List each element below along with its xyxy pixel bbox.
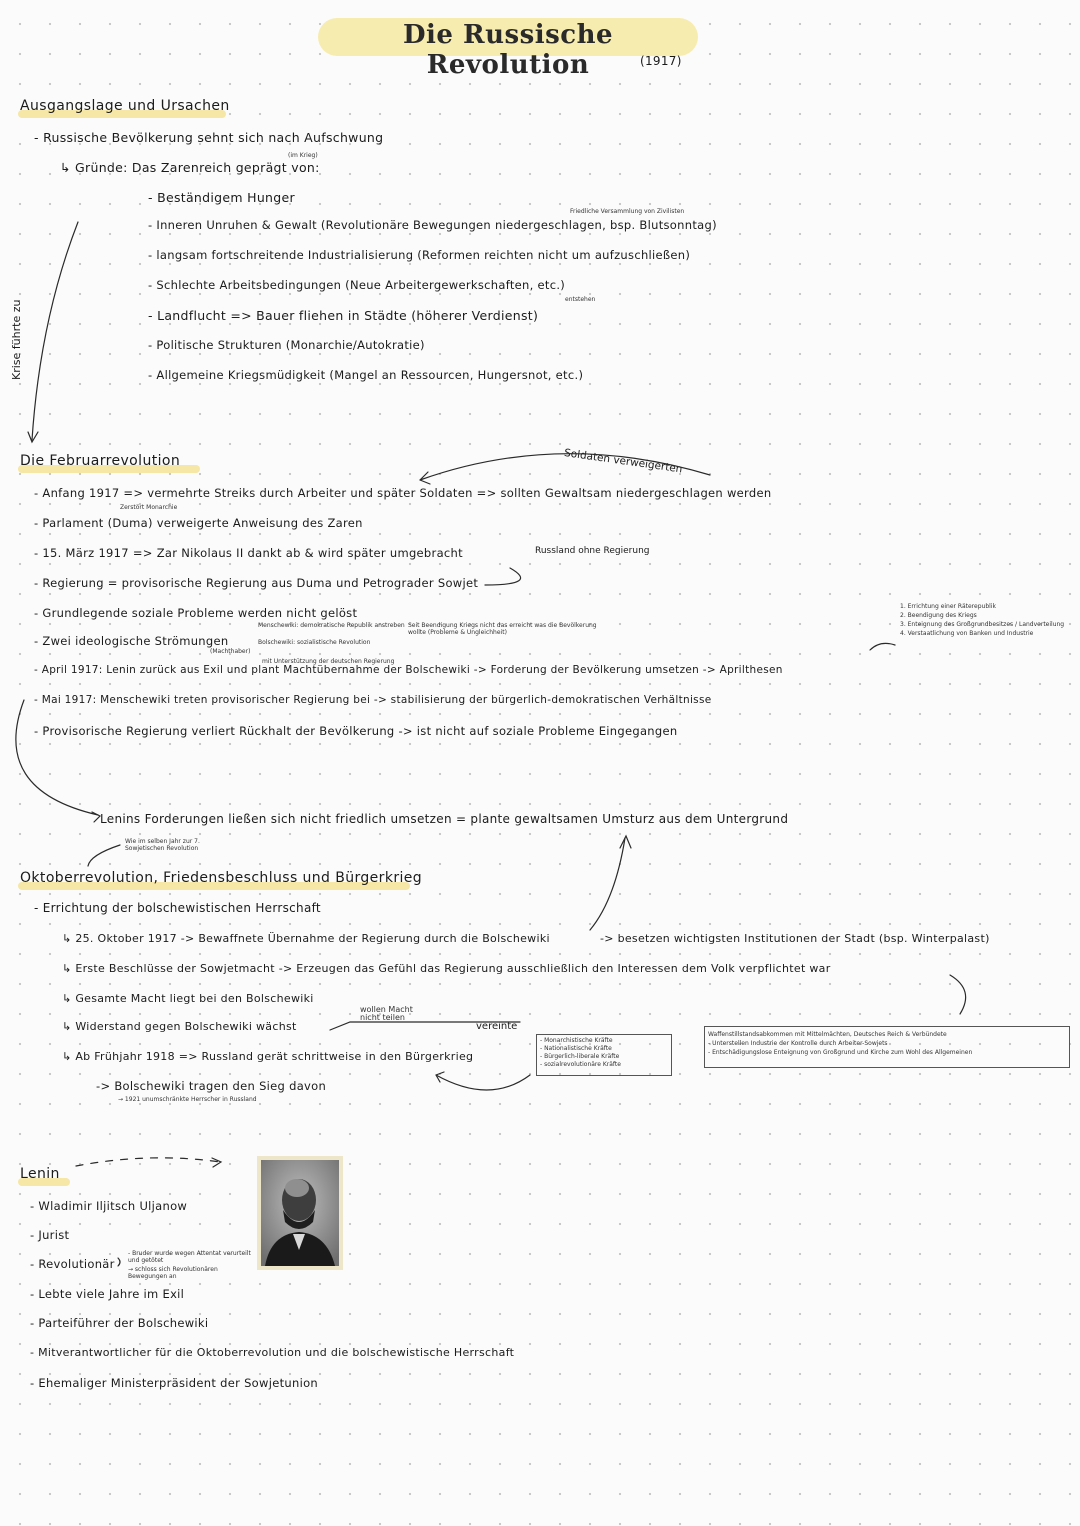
s2-stroemung-note: Bolschewiki: sozialistische Revolution [258, 639, 371, 646]
arrow-widerstand [330, 1022, 520, 1030]
arrow-bruder [118, 1258, 120, 1266]
s2-line: - Grundlegende soziale Probleme werden nicht gelöst [34, 606, 358, 620]
lenin-rev-note: - Bruder wurde wegen Attentat verurteilt und getötet [128, 1250, 251, 1264]
lenin-forderungen-note: Wie im selben Jahr zur 7. Sowjetischen Revolution [125, 838, 200, 852]
s2-line: - Anfang 1917 => vermehrte Streiks durch Arbeiter und später Soldaten => sollten Gewaltsam niedergeschlagen werden [34, 486, 772, 500]
opponent: - Bürgerlich-liberale Kräfte [540, 1053, 620, 1060]
section-heading-oktober: Oktoberrevolution, Friedensbeschluss und Bürgerkrieg [20, 870, 423, 886]
april-list-item: 1. Errichtung einer Räterepublik [900, 603, 996, 610]
s3-macht-note: wollen Macht nicht teilen [360, 1005, 413, 1022]
s1-item: - Politische Strukturen (Monarchie/Autokratie) [148, 338, 425, 352]
s1-item: - langsam fortschreitende Industrialisierung (Reformen reichten nicht um aufzuschließen) [148, 248, 691, 262]
lenin-fact: - Ehemaliger Ministerpräsident der Sowjetunion [30, 1376, 319, 1390]
beschluss: - Entschädigungslose Enteignung von Großgrund und Kirche zum Wohl des Allgemeinen [708, 1049, 973, 1056]
s2-line: - Mai 1917: Menschewiki treten provisorischer Regierung bei -> stabilisierung der bürgerlich-demokratischen Verhältnisse [34, 694, 712, 706]
s3-sieg: -> Bolschewiki tragen den Sieg davon [96, 1079, 327, 1093]
s3-sieg-note: → 1921 unumschränkte Herrscher in Russland [118, 1096, 257, 1103]
arrow-head [212, 1158, 221, 1167]
title-year: (1917) [640, 54, 682, 68]
s3-item: ↳ Ab Frühjahr 1918 => Russland gerät schrittweise in den Bürgerkrieg [62, 1050, 474, 1063]
arrow-lenin-forderungen [16, 700, 98, 815]
s1-line: - Russische Bevölkerung sehnt sich nach Aufschwung [34, 130, 384, 145]
opponent: - sozialrevolutionäre Kräfte [540, 1061, 621, 1068]
arrow-soldaten [420, 454, 710, 480]
beschluss: Waffenstillstandsabkommen mit Mittelmächten, Deutsches Reich & Verbündete [708, 1031, 947, 1038]
section-heading-ursachen: Ausgangslage und Ursachen [20, 98, 230, 114]
arrow-lenin-photo [76, 1158, 220, 1166]
lenin-fact: - Parteiführer der Bolschewiki [30, 1316, 209, 1330]
lenin-forderungen: Lenins Forderungen ließen sich nicht friedlich umsetzen = plante gewaltsamen Umsturz aus dem Untergrund [100, 812, 789, 826]
arrow-regierung [485, 568, 521, 585]
s1-note: entstehen [565, 296, 596, 303]
s2-line: - Parlament (Duma) verweigerte Anweisung des Zaren [34, 516, 363, 530]
s2-line: - April 1917: Lenin zurück aus Exil und plant Machtübernahme der Bolschewiki -> Forderung der Bevölkerung umsetzen -> Aprilthesen [34, 664, 783, 676]
opponent: - Nationalistische Kräfte [540, 1045, 612, 1052]
april-list-item: 2. Beendigung des Kriegs [900, 612, 977, 619]
s2-bracket-note: Seit Beendigung Kriegs nicht das erreicht was die Bevölkerung wollte (Probleme & Ungleichheit) [408, 622, 597, 636]
beschluss: - Unterstellen Industrie der Kontrolle durch Arbeiter-Sowjets [708, 1040, 888, 1047]
s3-item: ↳ Erste Beschlüsse der Sowjetmacht -> Erzeugen das Gefühl das Regierung ausschließlich den Interessen dem Volk verpflichtet war [62, 962, 831, 975]
s1-item: - Landflucht => Bauer fliehen in Städte (höherer Verdienst) [148, 308, 539, 323]
s3-besetzen: -> besetzen wichtigsten Institutionen der Stadt (bsp. Winterpalast) [600, 932, 990, 945]
s2-line: - Zwei ideologische Strömungen [34, 634, 229, 648]
s2-line: - Provisorische Regierung verliert Rückhalt der Bevölkerung -> ist nicht auf soziale Probleme Eingegangen [34, 724, 678, 738]
lenin-fact: - Lebte viele Jahre im Exil [30, 1287, 185, 1301]
arrow-beschluesse [950, 975, 966, 1014]
lenin-rev-note: → schloss sich Revolutionären Bewegungen an [128, 1266, 218, 1280]
april-list-item: 3. Enteignung des Großgrundbesitzes / Landverteilung [900, 621, 1065, 628]
s2-line: - Regierung = provisorische Regierung aus Duma und Petrograder Sowjet [34, 576, 479, 590]
s1-item: - Allgemeine Kriegsmüdigkeit (Mangel an Ressourcen, Hungersnot, etc.) [148, 368, 584, 382]
april-list-item: 4. Verstaatlichung von Banken und Industrie [900, 630, 1034, 637]
s2-arrow-note: Soldaten verweigerten [563, 447, 684, 476]
s2-exil-note: mit Unterstützung der deutschen Regierung [262, 658, 395, 665]
lenin-fact: - Jurist [30, 1228, 70, 1242]
arrow-krise [32, 222, 78, 440]
arrow-buergerkrieg [436, 1075, 530, 1090]
s3-item: ↳ 25. Oktober 1917 -> Bewaffnete Übernahme der Regierung durch die Bolschewiki [62, 932, 550, 945]
lenin-fact: - Mitverantwortlicher für die Oktoberrevolution und die bolschewistische Herrschaft [30, 1346, 515, 1359]
s1-item: - Beständigem Hunger [148, 190, 295, 205]
arrow-oktober [88, 845, 120, 866]
s1-im-krieg: (im Krieg) [288, 152, 318, 159]
s3-line: - Errichtung der bolschewistischen Herrschaft [34, 901, 321, 915]
s2-line: - 15. März 1917 => Zar Nikolaus II dankt ab & wird später umgebracht [34, 546, 463, 560]
s1-item: - Schlechte Arbeitsbedingungen (Neue Arbeitergewerkschaften, etc.) [148, 278, 566, 292]
s2-stroemung-note: Menschewiki: demokratische Republik anstreben [258, 622, 405, 629]
arrow-head [620, 836, 631, 848]
section-heading-lenin: Lenin [20, 1166, 60, 1182]
page-title: Die Russische Revolution [402, 20, 614, 80]
s2-duma-note: Zerstört Monarchie [120, 504, 178, 511]
arrow-umsturz [590, 838, 625, 930]
arrow-aprilthesen [870, 643, 895, 650]
s1-item: - Inneren Unruhen & Gewalt (Revolutionäre Bewegungen niedergeschlagen, bsp. Blutsonntag) [148, 218, 717, 232]
s1-note: Friedliche Versammlung von Zivilisten [570, 208, 685, 215]
s3-item: ↳ Widerstand gegen Bolschewiki wächst [62, 1020, 297, 1033]
s3-vereinte: vereinte [476, 1021, 518, 1032]
section-heading-februar: Die Februarrevolution [20, 453, 181, 469]
lenin-fact: - Wladimir Iljitsch Uljanow [30, 1199, 188, 1213]
s3-item: ↳ Gesamte Macht liegt bei den Bolschewiki [62, 992, 314, 1005]
s1-side-note: Krise führte zu [10, 299, 23, 380]
s1-gruende: ↳ Gründe: Das Zarenreich geprägt von: [60, 160, 320, 175]
lenin-fact: - Revolutionär [30, 1257, 115, 1271]
opponent: - Monarchistische Kräfte [540, 1037, 613, 1044]
s2-stroemung-sub: (Machthaber) [210, 648, 251, 655]
s2-russland-note: Russland ohne Regierung [535, 546, 650, 556]
